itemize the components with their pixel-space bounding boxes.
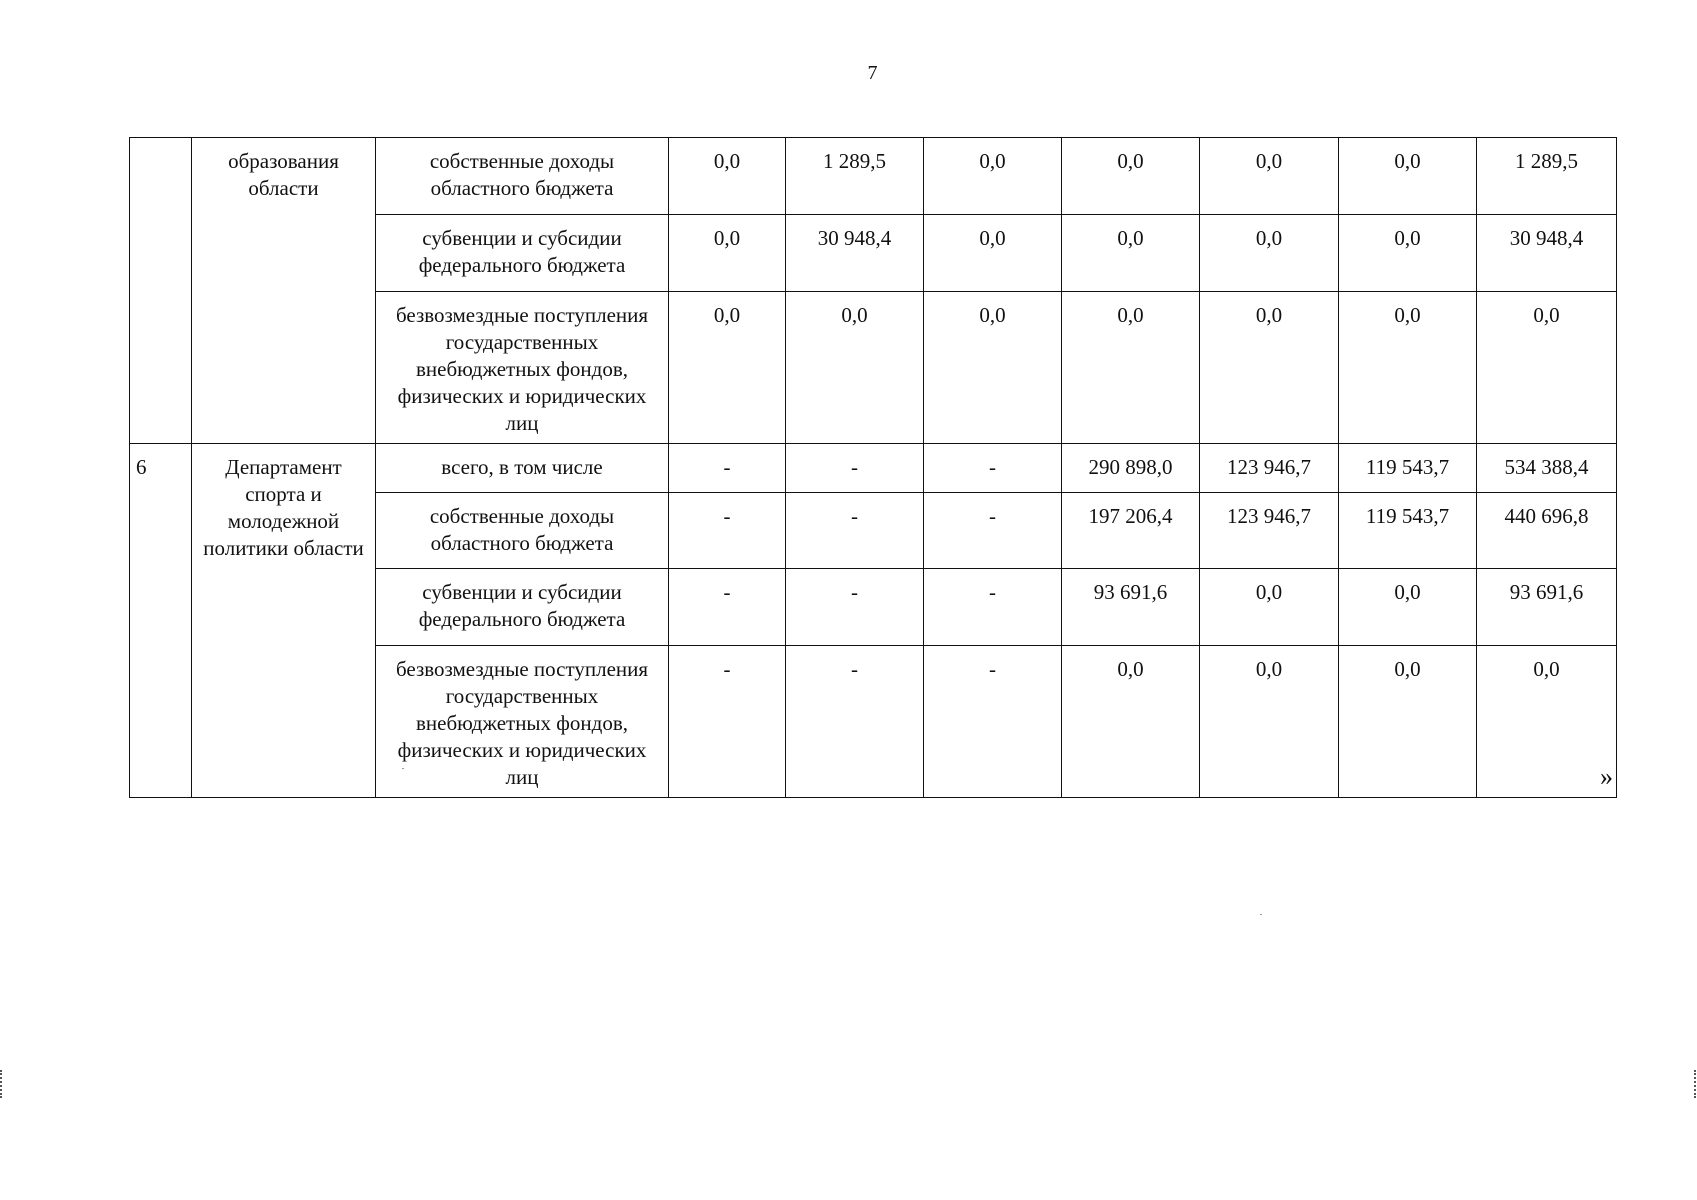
funding-source-cell: безвозмездные поступления государственных внебюджетных фондов, физических и юридических лиц — [376, 646, 669, 798]
value-cell: 197 206,4 — [1062, 493, 1200, 569]
value-cell: 0,0 — [1339, 292, 1477, 444]
value-cell: - — [924, 493, 1062, 569]
value-cell: 0,0 — [1062, 292, 1200, 444]
value-cell: 0,0 — [786, 292, 924, 444]
funding-source-cell: субвенции и субсидии федерального бюджета — [376, 569, 669, 646]
value-cell: 0,0 — [1339, 138, 1477, 215]
value-cell: 534 388,4 — [1477, 444, 1617, 493]
funding-source-cell: субвенции и субсидии федерального бюджета — [376, 215, 669, 292]
value-cell: - — [924, 444, 1062, 493]
closing-quote-mark: » — [1600, 762, 1613, 791]
value-cell: 119 543,7 — [1339, 444, 1477, 493]
funding-source-cell: собственные доходы областного бюджета — [376, 138, 669, 215]
value-cell: 30 948,4 — [786, 215, 924, 292]
value-cell: 1 289,5 — [1477, 138, 1617, 215]
scan-speck — [402, 768, 404, 769]
value-cell: 93 691,6 — [1477, 569, 1617, 646]
funding-source-cell: всего, в том числе — [376, 444, 669, 493]
value-cell: 0,0 — [669, 215, 786, 292]
value-cell: 440 696,8 — [1477, 493, 1617, 569]
value-cell: 0,0 — [1200, 646, 1339, 798]
value-cell: 123 946,7 — [1200, 493, 1339, 569]
value-cell: 0,0 — [1062, 215, 1200, 292]
value-cell: 0,0 — [1339, 646, 1477, 798]
value-cell: 123 946,7 — [1200, 444, 1339, 493]
scan-margin-mark — [0, 1070, 4, 1098]
table-row — [130, 138, 1617, 215]
value-cell: 30 948,4 — [1477, 215, 1617, 292]
value-cell: 0,0 — [1200, 215, 1339, 292]
value-cell: - — [786, 444, 924, 493]
page-number: 7 — [867, 62, 878, 84]
value-cell: 290 898,0 — [1062, 444, 1200, 493]
department-cell: образования области — [192, 138, 376, 444]
value-cell: 1 289,5 — [786, 138, 924, 215]
scan-speck — [1260, 914, 1262, 915]
table-row — [130, 444, 1617, 493]
value-cell: - — [786, 493, 924, 569]
value-cell: 0,0 — [1200, 292, 1339, 444]
value-cell: 0,0 — [669, 292, 786, 444]
value-cell: 0,0 — [1477, 646, 1617, 798]
value-cell: - — [669, 444, 786, 493]
value-cell: 0,0 — [1339, 569, 1477, 646]
value-cell: 0,0 — [924, 215, 1062, 292]
value-cell: 0,0 — [924, 138, 1062, 215]
value-cell: - — [669, 493, 786, 569]
value-cell: 0,0 — [1200, 138, 1339, 215]
value-cell: 119 543,7 — [1339, 493, 1477, 569]
funding-source-cell: безвозмездные поступления государственных внебюджетных фондов, физических и юридических лиц — [376, 292, 669, 444]
value-cell: 0,0 — [1200, 569, 1339, 646]
value-cell: - — [786, 646, 924, 798]
department-cell: Департамент спорта и молодежной политики области — [192, 444, 376, 798]
value-cell: - — [669, 569, 786, 646]
funding-source-cell: собственные доходы областного бюджета — [376, 493, 669, 569]
value-cell: 0,0 — [924, 292, 1062, 444]
row-number-cell — [130, 138, 192, 444]
value-cell: 0,0 — [1477, 292, 1617, 444]
value-cell: - — [924, 569, 1062, 646]
value-cell: - — [669, 646, 786, 798]
value-cell: - — [924, 646, 1062, 798]
value-cell: 93 691,6 — [1062, 569, 1200, 646]
value-cell: - — [786, 569, 924, 646]
budget-table — [129, 137, 1617, 798]
value-cell: 0,0 — [669, 138, 786, 215]
row-number-cell: 6 — [130, 444, 192, 798]
value-cell: 0,0 — [1062, 646, 1200, 798]
value-cell: 0,0 — [1339, 215, 1477, 292]
value-cell: 0,0 — [1062, 138, 1200, 215]
